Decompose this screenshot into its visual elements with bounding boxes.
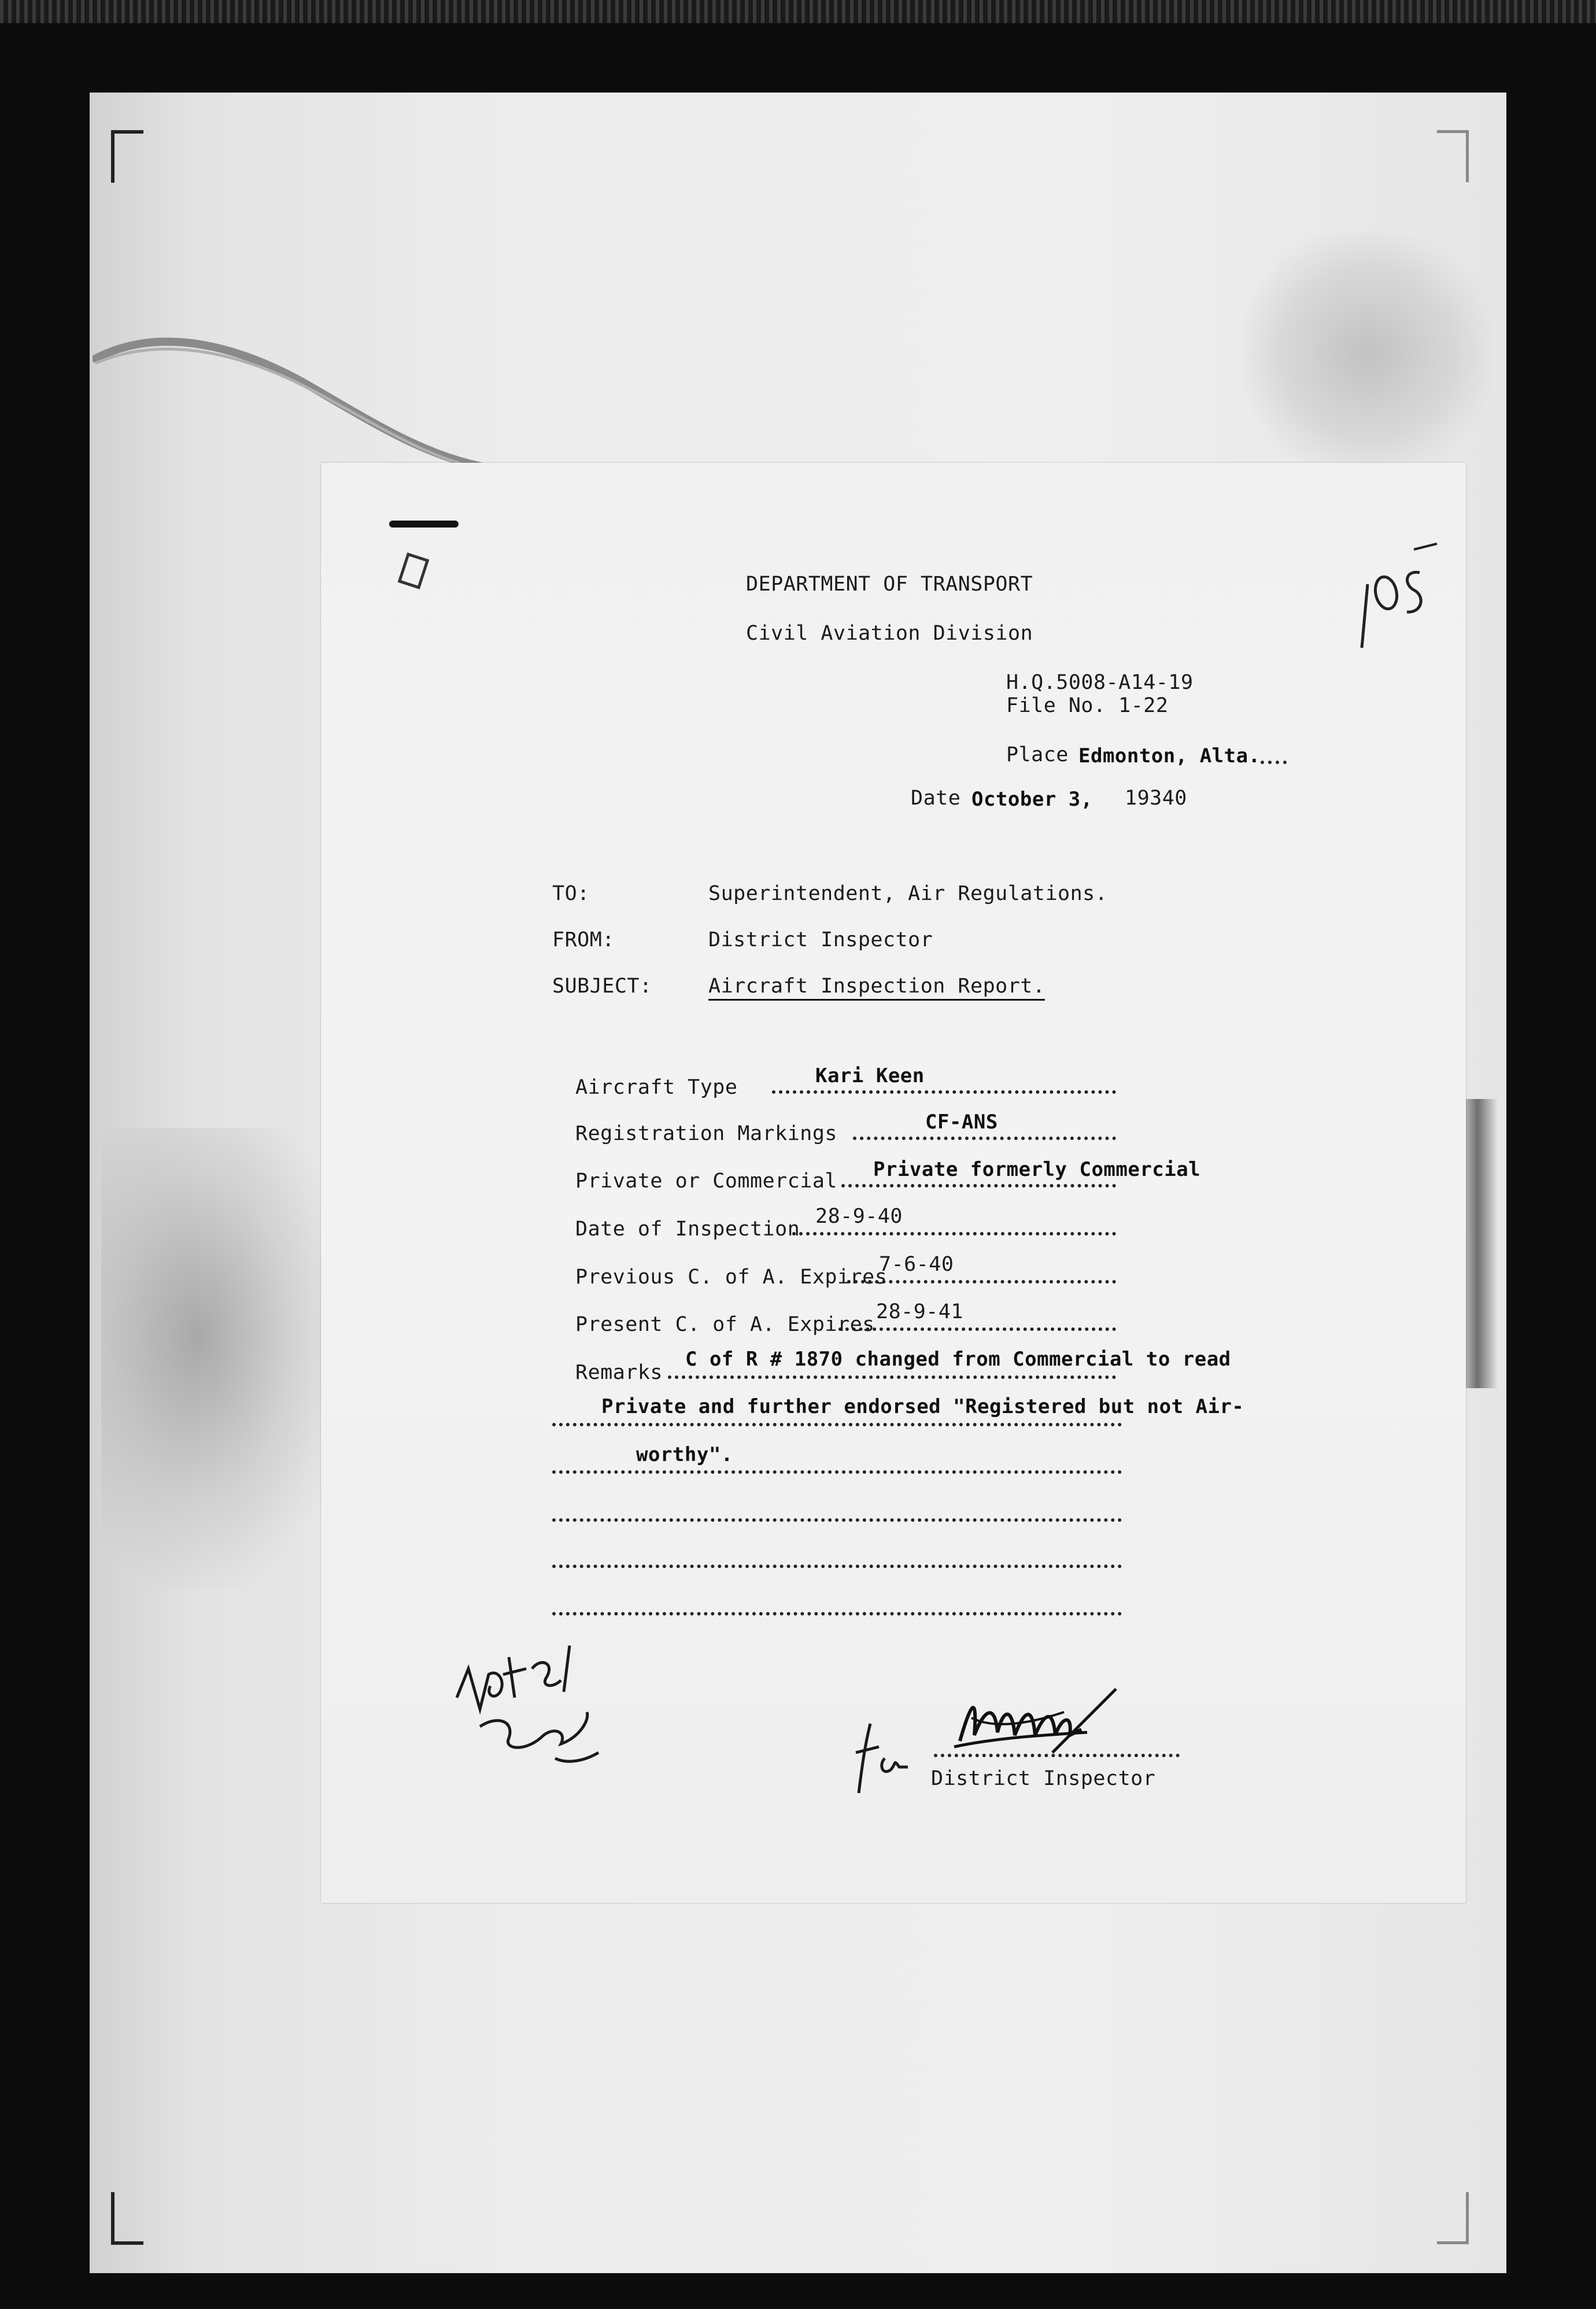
date-of-inspection-value: 28-9-40 — [815, 1205, 903, 1228]
private-commercial-label: Private or Commercial — [575, 1170, 838, 1193]
subject-value-wrap — [708, 975, 1045, 998]
stain — [1243, 231, 1492, 474]
date-label: Date — [911, 787, 961, 810]
signature-for — [853, 1712, 917, 1801]
dotted-line — [1261, 761, 1287, 764]
dotted-line — [552, 1423, 1122, 1426]
dotted-line — [853, 1137, 1116, 1140]
remarks-line-3: worthy". — [636, 1443, 733, 1466]
present-ca-value: 28-9-41 — [876, 1300, 964, 1323]
signature-scribble — [948, 1677, 1122, 1766]
crop-mark-bottom-left — [111, 2192, 143, 2245]
remarks-line-1: C of R # 1870 changed from Commercial to read — [685, 1348, 1231, 1371]
binding-string — [93, 312, 497, 474]
aircraft-type-label: Aircraft Type — [575, 1076, 738, 1099]
signature-line — [934, 1754, 1180, 1757]
subject-value: Aircraft Inspection Report. — [708, 975, 1045, 1001]
dotted-line — [838, 1327, 1116, 1331]
dotted-line — [552, 1470, 1122, 1474]
subject-label: SUBJECT: — [552, 975, 652, 998]
crop-mark-top-left — [111, 130, 143, 183]
present-ca-label: Present C. of A. Expires — [575, 1313, 875, 1336]
dotted-line — [847, 1280, 1116, 1283]
district-inspector-label: District Inspector — [931, 1767, 1156, 1790]
scan-edge — [0, 0, 1596, 23]
dotted-line — [668, 1375, 1116, 1379]
from-value: District Inspector — [708, 928, 933, 951]
binder-bar — [389, 521, 459, 528]
division-heading: Civil Aviation Division — [746, 622, 1033, 645]
dotted-line — [792, 1232, 1116, 1235]
dotted-line — [552, 1565, 1122, 1568]
dotted-line — [552, 1518, 1122, 1522]
department-heading: DEPARTMENT OF TRANSPORT — [746, 573, 1033, 596]
place-label: Place — [1006, 743, 1069, 766]
binder-clip — [398, 552, 430, 589]
file-number: File No. 1-22 — [1006, 694, 1169, 717]
registration-value: CF-ANS — [925, 1111, 998, 1134]
noted-annotation — [445, 1634, 619, 1787]
remarks-line-2: Private and further endorsed "Registered but not Air- — [601, 1395, 1244, 1418]
page-number-annotation — [1350, 538, 1443, 656]
date-of-inspection-label: Date of Inspection — [575, 1218, 800, 1241]
document-page — [321, 463, 1466, 1903]
dotted-line — [772, 1090, 1116, 1094]
private-commercial-value: Private formerly Commercial — [873, 1158, 1201, 1181]
dotted-line — [552, 1612, 1122, 1615]
smudge — [101, 1128, 344, 1591]
to-label: TO: — [552, 882, 590, 905]
crop-mark-top-right — [1437, 130, 1469, 182]
date-year: 19340 — [1125, 787, 1187, 810]
aircraft-type-value: Kari Keen — [815, 1064, 925, 1087]
previous-ca-label: Previous C. of A. Expires — [575, 1266, 888, 1289]
from-label: FROM: — [552, 928, 615, 951]
date-value: October 3, — [971, 788, 1093, 811]
to-value: Superintendent, Air Regulations. — [708, 882, 1108, 905]
remarks-label: Remarks — [575, 1361, 663, 1384]
dotted-line — [841, 1184, 1116, 1187]
crop-mark-bottom-right — [1437, 2192, 1469, 2244]
registration-label: Registration Markings — [575, 1122, 838, 1145]
place-value: Edmonton, Alta. — [1078, 744, 1261, 768]
hq-number: H.Q.5008-A14-19 — [1006, 671, 1194, 694]
previous-ca-value: 7-6-40 — [879, 1253, 954, 1276]
